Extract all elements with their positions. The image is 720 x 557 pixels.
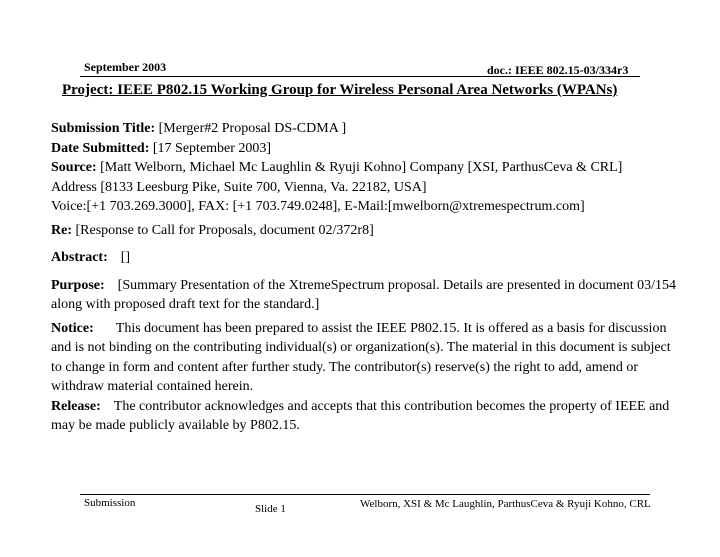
date-submitted-label: Date Submitted:: [51, 140, 150, 156]
footer-rule: [80, 494, 650, 495]
re-value: [Response to Call for Proposals, document 02/372r8]: [72, 222, 374, 238]
footer-authors: Welborn, XSI & Mc Laughlin, ParthusCeva & Ryuji Kohno, CRL: [360, 498, 651, 510]
release-value: The contributor acknowledges and accepts that this contribution becomes the property of IEEE and may be made publicly available by P802.15.: [51, 398, 670, 433]
release-label: Release:: [51, 398, 101, 414]
purpose-value: [Summary Presentation of the XtremeSpectrum proposal. Details are presented in document 03/154 along with proposed draft text for the standard.]: [51, 277, 676, 312]
notice-label: Notice:: [51, 320, 94, 336]
abstract-value: []: [120, 250, 131, 265]
header-rule: [80, 76, 640, 77]
voice-line: Voice:[+1 703.269.3000], FAX: [+1 703.749.0248], E-Mail:[mwelborn@xtremespectrum.com]: [51, 199, 585, 214]
submission-title-value: [Merger#2 Proposal DS-CDMA ]: [155, 121, 347, 136]
header-doc-id: doc.: IEEE 802.15-03/334r3: [487, 63, 629, 77]
release-paragraph: [51, 397, 681, 436]
re-line: [51, 221, 681, 241]
submission-title-label: Submission Title:: [51, 121, 156, 136]
notice-paragraph: [51, 319, 681, 397]
source-line: [51, 158, 681, 178]
re-label: Re:: [51, 222, 72, 238]
source-label: Source:: [51, 160, 97, 175]
source-value: [Matt Welborn, Michael Mc Laughlin & Ryuji Kohno] Company [XSI, ParthusCeva & CRL]: [96, 160, 623, 175]
header-date: September 2003: [84, 60, 167, 74]
submission-title-line: [51, 119, 681, 139]
abstract-line: [51, 248, 681, 268]
notice-value: This document has been prepared to assist the IEEE P802.15. It is offered as a basis for discussion and is not binding on the contributing individual(s) or organization(s). The material in this document is subject to change in form and content after further study. The contributor(s) reserve(s) the right to add, amend or withdraw material contained herein.: [51, 320, 671, 394]
purpose-paragraph: [51, 276, 681, 315]
footer-slide-number: Slide 1: [255, 503, 286, 515]
footer-submission: Submission: [84, 497, 136, 509]
date-submitted-value: [17 September 2003]: [149, 140, 272, 156]
project-title: Project: IEEE P802.15 Working Group for Wireless Personal Area Networks (WPANs): [62, 82, 618, 98]
abstract-label: Abstract:: [51, 250, 108, 265]
submission-body: [51, 119, 681, 436]
purpose-label: Purpose:: [51, 277, 105, 293]
date-submitted-line: [51, 139, 681, 159]
address-line: Address [8133 Leesburg Pike, Suite 700, Vienna, Va. 22182, USA]: [51, 179, 427, 195]
